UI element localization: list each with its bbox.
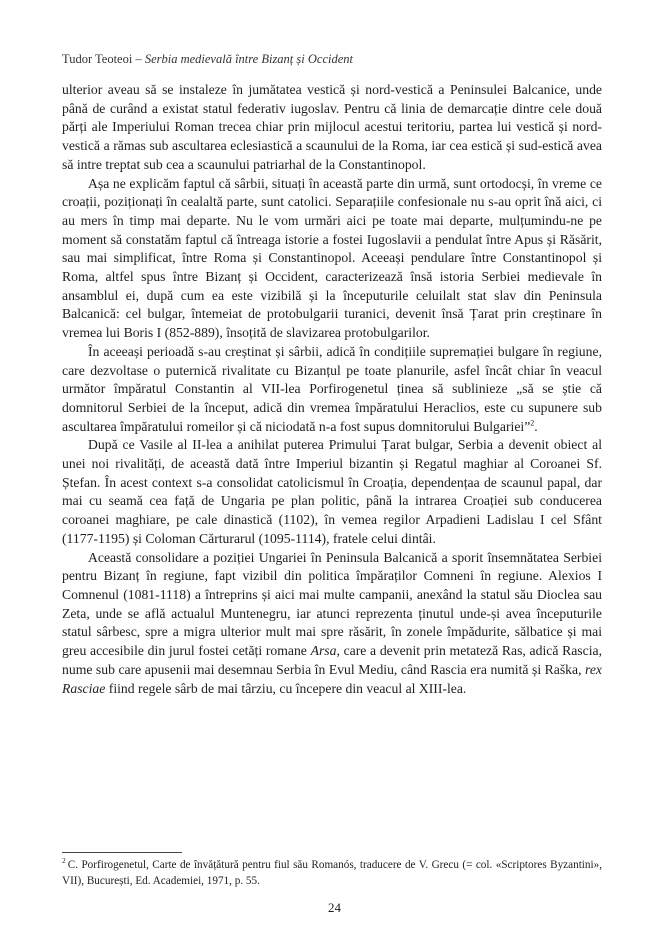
footnote [62,858,602,889]
paragraph-text: Așa ne explicăm faptul că sârbii, situați în această parte din urmă, sunt ortodocși, în vreme ce croații, poziționați în cealaltă parte, sunt catolici. Separațiile confesionale nu s-au oprit înă aici, ci au mers în timp mai departe. Nu le vom urmări aici pe toate mai departe, mulțumindu-ne pe moment să constatăm faptul că întreaga istorie a fostei Iugoslavii a pendulat între Apus și Răsărit, sau mai simplificat, între Roma și Constantinopol. Aceeași pendulare între Constantinopol și Roma, altfel spus între Bizanț și Occident, caracterizează însă istoria Serbiei medievale în ansamblul ei, după cum ea este vizibilă și la începuturile celuilalt stat slav din Peninsula Balcanică: cel bulgar, întemeiat de protobulgarii turanici, devenit însă Țarat prin creștinare în vremea lui Boris I (852-889), însoțită de slavizarea protobulgarilor. [62,175,602,341]
paragraph-text: fiind regele sârb de mai târziu, cu începere din veacul al XIII-lea. [105,680,467,696]
paragraph-5 [62,549,602,699]
footnote-reference[interactable]: 2 [530,418,535,428]
page-number: 24 [328,900,341,915]
paragraph-text: După ce Vasile al II-lea a anihilat puterea Primului Țarat bulgar, Serbia a devenit obiect al unei noi rivalități, de această dată între Imperiul bizantin și Regatul maghiar al Coroanei Sf. Ștefan. În acest context s-a consolidat catolicismul în Croația, dependențaa de scaunul papal, dar mai cu seamă cea față de Ungaria pe plan politic, până la intrarea Croației sub conducerea coroanei maghiare, pe cale dinastică (1102), în vemea regilor Arpadieni Ladislau I cel Sfânt (1177-1195) și Coloman Cărturarul (1095-1114), fratele celui dintâi. [62,437,602,546]
paragraph-text: Această consolidare a poziției Ungariei în Peninsula Balcanică a sporit însemnătatea Serbiei pentru Bizanț în regiune, fapt vizibil din politica împăraților Comneni în regiune. Alexios I Comnenul (1081-1118) a întreprins și aici mai multe campanii, anexând la statul său Dioclea sau Zeta, unde se află actualul Muntenegru, iar atunci reprezenta ținutul unde-și avea începuturile statul sârbesc, spre a migra ulterior mult mai spre răsărit, în zonele împădurite, sălbatice și mai greu accesibile din jurul fostei cetăți romane [62,549,602,659]
paragraph-4 [62,436,602,548]
italic-term-rex-rasciae: rex Rasciae [62,661,602,696]
paragraph-1 [62,81,602,175]
header-separator: – [132,52,145,66]
footnote-text: C. Porfirogenetul, Carte de învățătură pentru fiul său Romanós, traducere de V. Grecu (= col. «Scriptores Byzantini», VII), București, Ed. Academiei, 1971, p. 55. [62,859,602,887]
paragraph-text: ulterior aveau să se instaleze în jumătatea vestică și nord-vestică a Peninsulei Balcanice, unde până de curând a existat statul federativ iugoslav. Pentru că linia de demarcație dintre cele două părți ale Imperiului Roman trecea chiar prin mijlocul acestui teritoriu, partea lui vestică și nord-vestică a rămas sub ascultarea eclesiastică a scaunului de la Roma, iar cea estică și sud-estică avea să intre treptat sub cea a scaunului patriarhal de la Constantinopol. [62,82,602,172]
body-text [62,81,602,698]
footnote-divider [62,852,182,853]
paragraph-3 [62,343,602,437]
footnote-mark: 2 [62,856,66,866]
header-book-title: Serbia medievală între Bizanț și Occident [144,52,353,66]
paragraph-text: , care a devenit prin metateză Ras, adică Rascia, nume sub care apusenii mai desemnau Serbia în Evul Mediu, când Rascia era numită și Raška, [62,643,603,677]
running-header [62,52,353,67]
paragraph-text: În aceeași perioadă s-au creștinat și sârbii, adică în condițiile supremației bulgare în regiune, care dezvoltase o puternică rivalitate cu Bizanțul pe toate planurile, asfel încât chiar în veacul următor împăratul Constantin al VII-lea Porfirogenetul ținea să sublinieze „să se știe că domnitorul Serbiei de la început, adică din vremea împăratului Heraclios, este cu supunere sub ascultarea împăratului romeilor și că niciodată n-a fost supus domnitorului Bulgariei” [62,343,602,434]
paragraph-text-end: . [534,418,538,434]
italic-term-arsa: Arsa [310,643,337,659]
header-author: Tudor Teoteoi [62,52,133,66]
paragraph-2 [62,175,602,343]
